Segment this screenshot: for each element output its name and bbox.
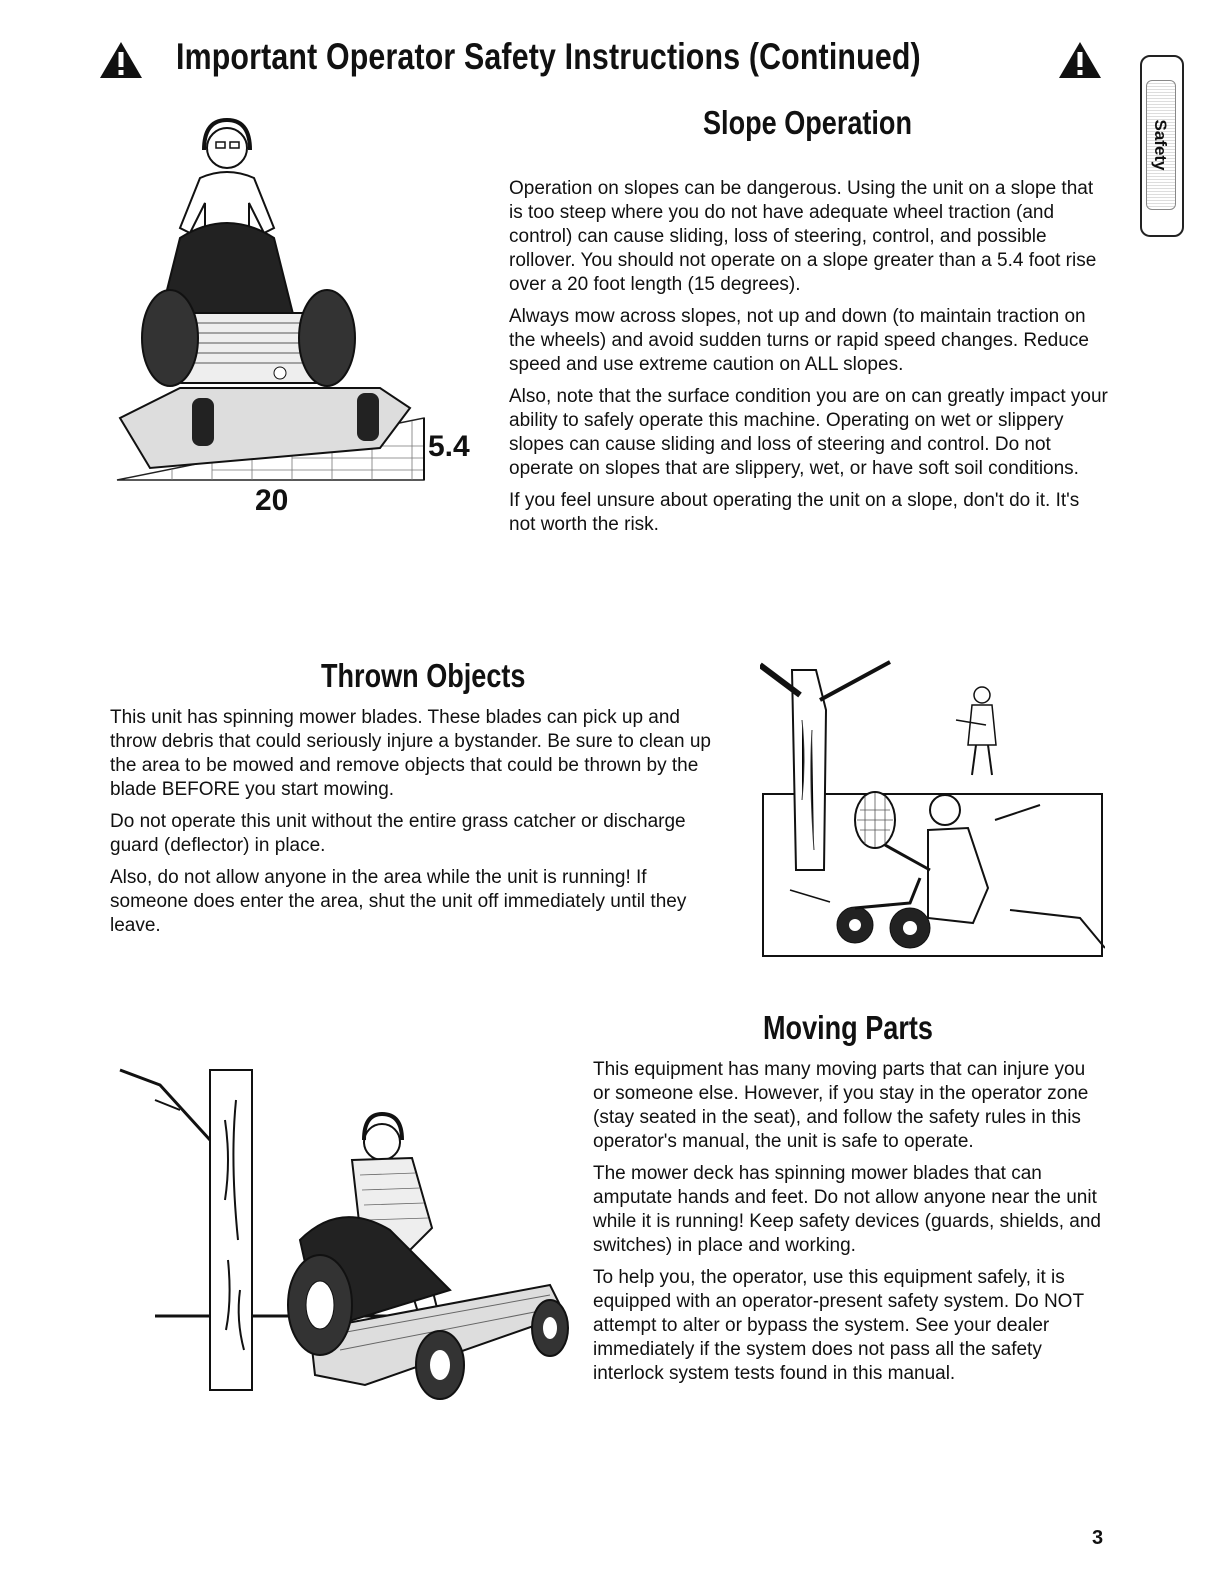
thrown-paragraph: Do not operate this unit without the entire grass catcher or discharge guard (deflector) in place. xyxy=(110,811,686,856)
section-tab-label: Safety xyxy=(1151,119,1170,171)
thrown-text xyxy=(110,706,720,946)
thrown-objects-illustration xyxy=(760,660,1105,960)
slope-illustration xyxy=(112,118,442,488)
moving-heading: Moving Parts xyxy=(763,1009,933,1046)
moving-paragraph: To help you, the operator, use this equipment safely, it is equipped with an operator-present safety system. Do NOT attempt to alter or bypass the system. See your dealer immediately if the system does not pass all the safety interlock system tests found in this manual. xyxy=(593,1267,1084,1384)
slope-paragraph: If you feel unsure about operating the unit on a slope, don't do it. It's not worth the risk. xyxy=(509,490,1080,535)
slope-heading: Slope Operation xyxy=(703,104,912,141)
moving-parts-illustration xyxy=(110,1060,580,1410)
thrown-paragraph: Also, do not allow anyone in the area while the unit is running! If someone does enter the area, shut the unit off immediately until they leave. xyxy=(110,867,687,936)
moving-text xyxy=(593,1058,1103,1394)
warning-triangle-icon xyxy=(1057,40,1103,80)
slope-paragraph: Also, note that the surface condition you are on can greatly impact your ability to safely operate this machine. Operating on wet or slippery slopes can cause sliding and loss of steering and control. Do not operate on slopes that are slippery, wet, or have soft soil conditions. xyxy=(509,386,1108,479)
slope-length-label: 20 xyxy=(255,484,289,517)
thrown-paragraph: This unit has spinning mower blades. These blades can pick up and throw debris that could seriously injure a bystander. Be sure to clean up the area to be mowed and remove objects that could be thrown by the blade BEFORE you start mowing. xyxy=(110,707,711,800)
page-number: 3 xyxy=(1092,1527,1104,1549)
slope-rise-label: 5.4 xyxy=(428,430,470,463)
slope-text xyxy=(509,177,1109,545)
warning-triangle-icon xyxy=(98,40,144,80)
slope-paragraph: Always mow across slopes, not up and down (to maintain traction on the wheels) and avoid sudden turns or rapid speed changes. Reduce speed and use extreme caution on ALL slopes. xyxy=(509,306,1089,375)
moving-paragraph: This equipment has many moving parts that can injure you or someone else. However, if you stay in the operator zone (stay seated in the seat), and follow the safety rules in this operator's manual, the unit is safe to operate. xyxy=(593,1059,1089,1152)
moving-paragraph: The mower deck has spinning mower blades that can amputate hands and feet. Do not allow anyone near the unit while it is running! Keep safety devices (guards, shields, and switches) in place and working. xyxy=(593,1163,1101,1256)
thrown-heading: Thrown Objects xyxy=(321,657,526,694)
slope-paragraph: Operation on slopes can be dangerous. Using the unit on a slope that is too steep where you do not have adequate wheel traction (and control) can cause sliding, loss of steering, control, and possible rollover. You should not operate on a slope greater than a 5.4 foot rise over a 20 foot length (15 degrees). xyxy=(509,178,1097,295)
page-title: Important Operator Safety Instructions (Continued) xyxy=(176,36,921,77)
